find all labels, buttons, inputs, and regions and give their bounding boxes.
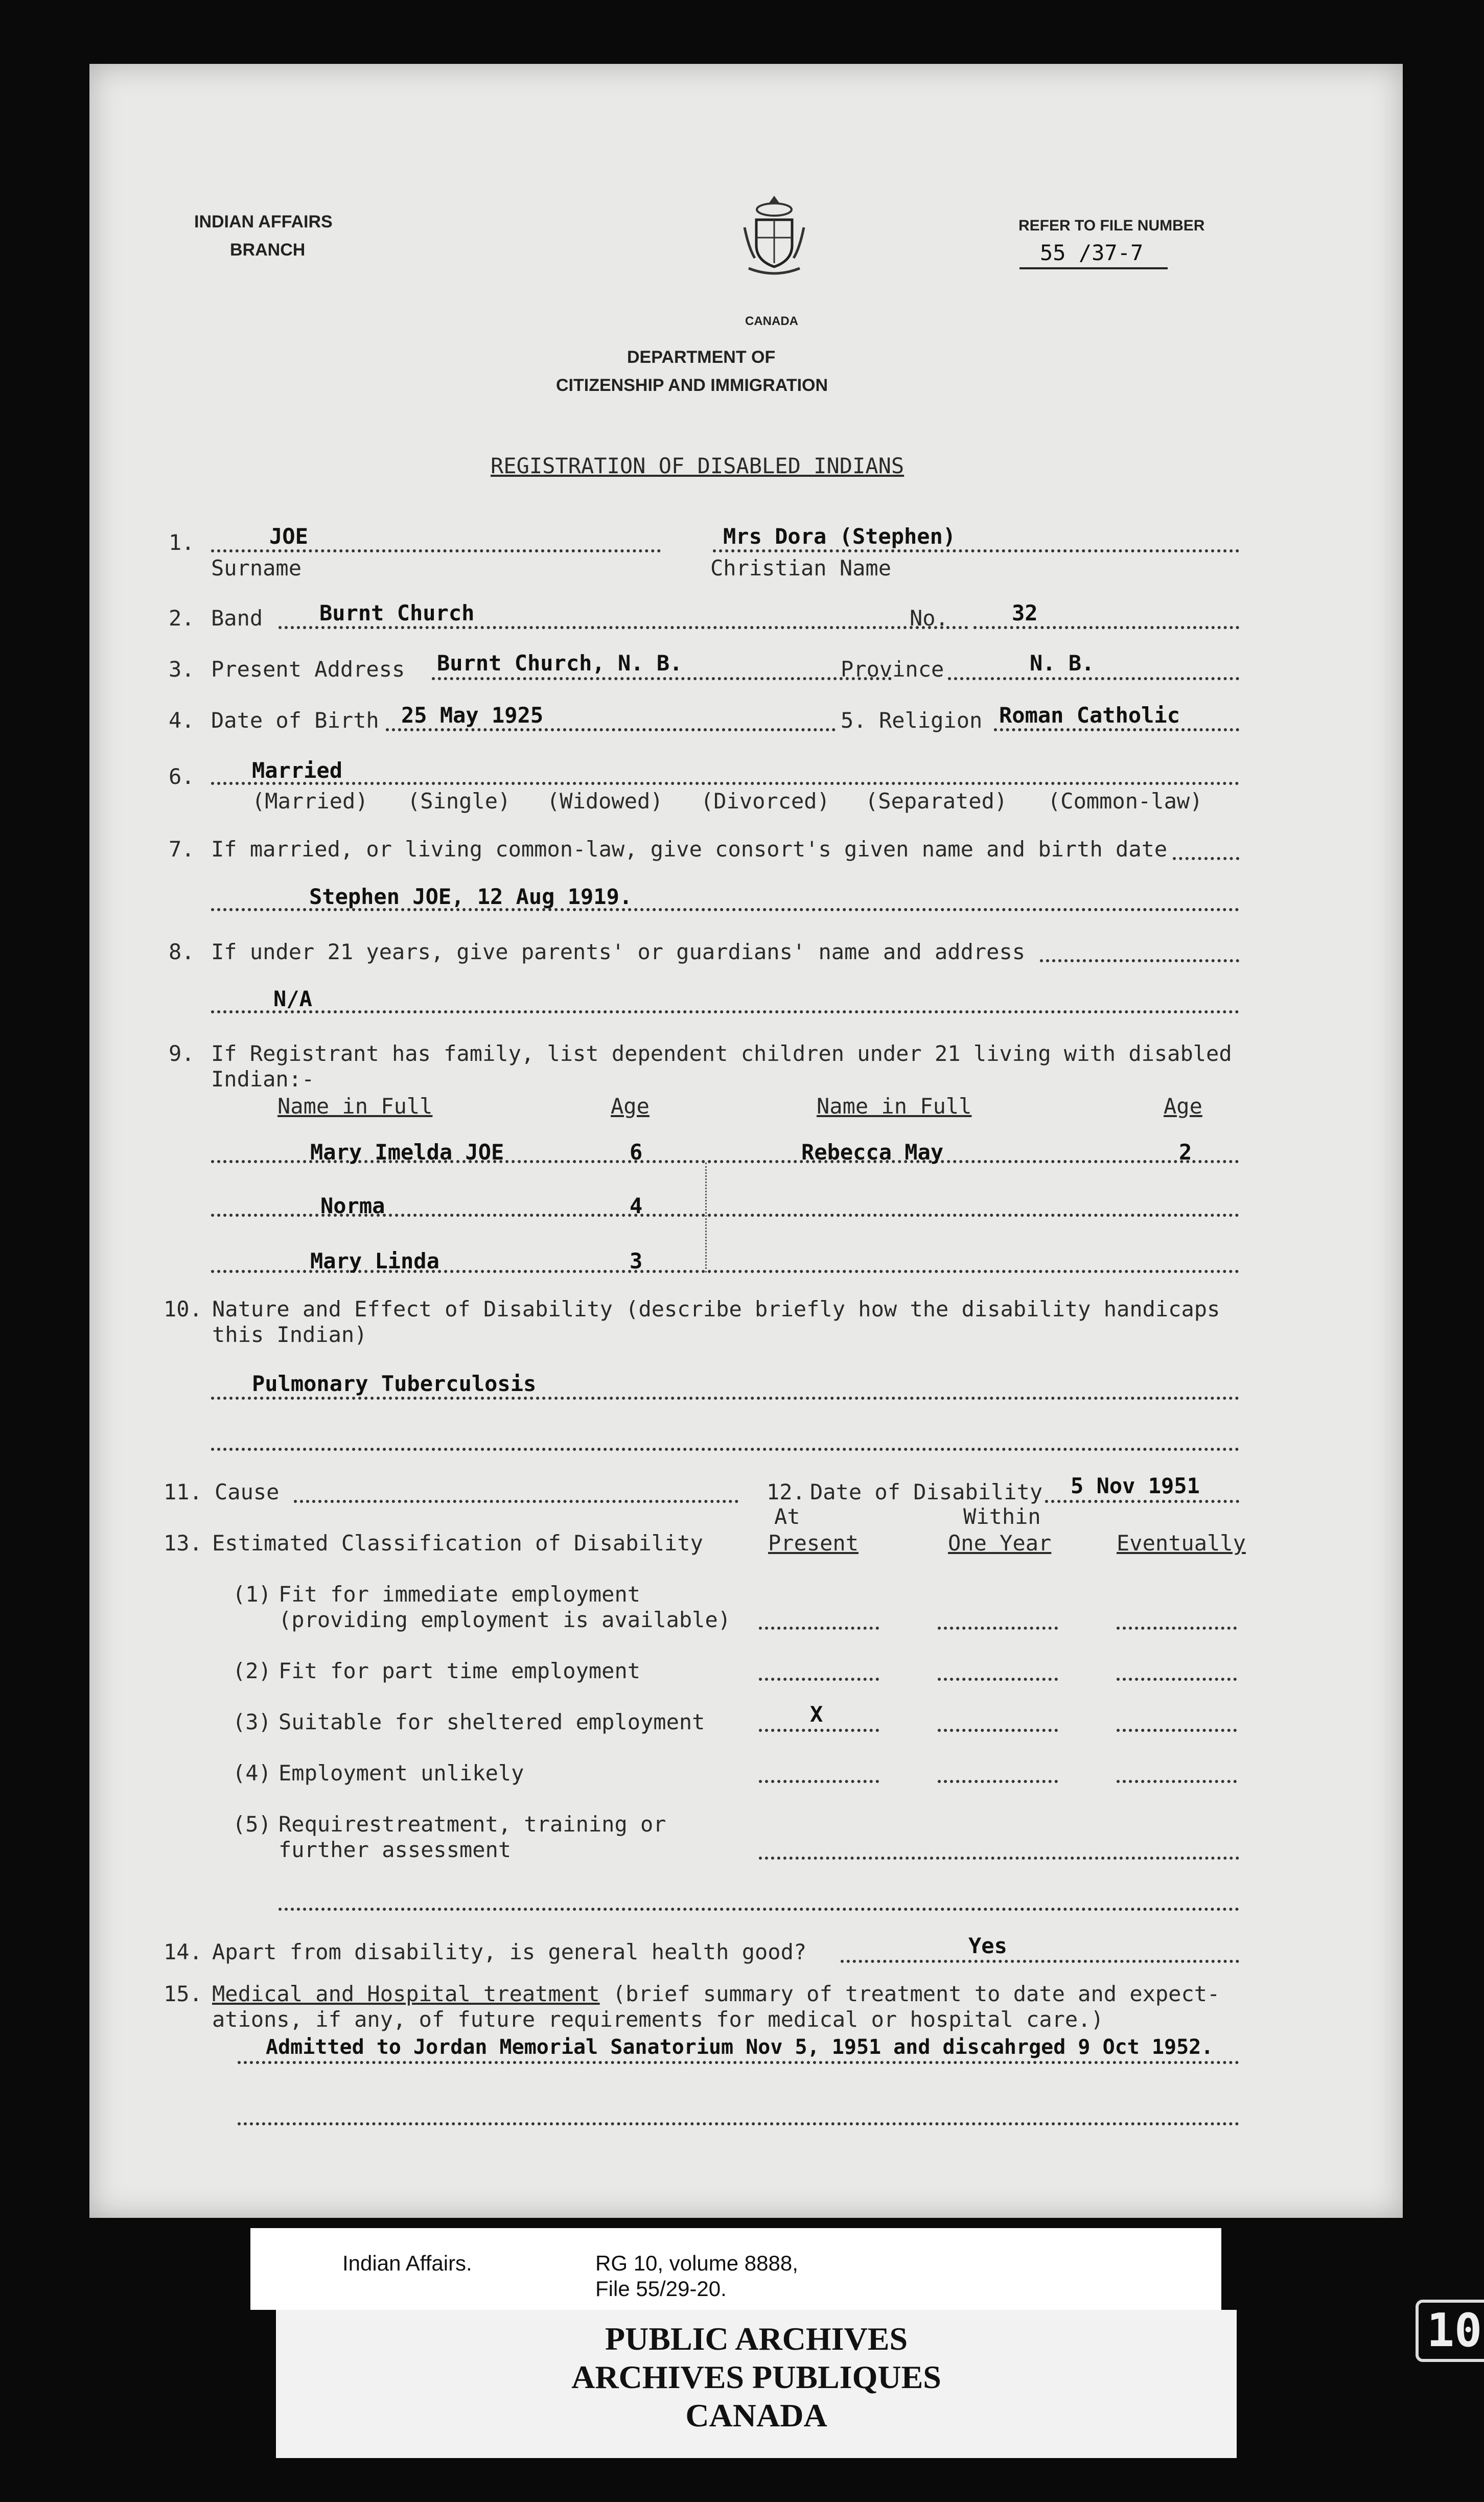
dotted-line — [938, 1627, 1058, 1630]
q7-label: If married, or living common-law, give consort's given name and birth date — [211, 837, 1168, 862]
surname-value: JOE — [269, 524, 308, 549]
col-one-year: One Year — [948, 1531, 1052, 1556]
refer-label: REFER TO FILE NUMBER — [1018, 217, 1205, 234]
reference-line2: File 55/29-20. — [595, 2277, 727, 2301]
q13-label: Estimated Classification of Disability — [212, 1531, 703, 1556]
dotted-line — [279, 626, 968, 629]
sheltered-present-mark: X — [810, 1702, 823, 1727]
column-divider — [705, 1163, 707, 1272]
branch-line1: INDIAN AFFAIRS — [194, 212, 333, 231]
col-eventually: Eventually — [1117, 1531, 1246, 1556]
file-number: 55 /37-7 — [1040, 240, 1144, 265]
dotted-line — [759, 1857, 1239, 1860]
source-label: Indian Affairs. — [342, 2251, 472, 2275]
col-present: Present — [768, 1531, 859, 1556]
child-name: Rebecca May — [801, 1140, 944, 1165]
date-of-disability-label: Date of Disability — [810, 1479, 1043, 1504]
band-no-value: 32 — [1012, 600, 1038, 626]
dotted-line — [211, 549, 661, 552]
item-number: (2) — [233, 1658, 271, 1683]
dotted-line — [238, 2122, 1239, 2125]
guardian-value: N/A — [273, 986, 312, 1011]
archives-line2: ARCHIVES PUBLIQUES — [571, 2359, 941, 2395]
q4-number: 4. — [169, 708, 195, 733]
dotted-line — [1045, 1500, 1239, 1503]
dotted-line — [713, 549, 1239, 552]
dotted-line — [1040, 959, 1239, 962]
q10-label-line1: Nature and Effect of Disability (describe briefly how the disability handicaps — [212, 1296, 1220, 1322]
item-label-line2: (providing employment is available) — [279, 1607, 731, 1632]
q14-label: Apart from disability, is general health good? — [212, 1939, 807, 1964]
religion-label: Religion — [879, 708, 983, 733]
archives-line3: CANADA — [685, 2397, 827, 2434]
christian-name-label: Christian Name — [710, 555, 892, 581]
q12-number: 12. — [767, 1479, 805, 1504]
item-label: Requirestreatment, training or — [279, 1812, 666, 1837]
dotted-line — [759, 1780, 879, 1783]
dept-line1: DEPARTMENT OF — [627, 348, 776, 367]
archives-line1: PUBLIC ARCHIVES — [605, 2321, 908, 2357]
province-label: Province — [841, 657, 944, 682]
dotted-line — [211, 1010, 1239, 1013]
dotted-line — [211, 782, 1239, 785]
cause-label: Cause — [215, 1479, 280, 1504]
dotted-line — [294, 1500, 738, 1503]
q15-label-rest: (brief summary of treatment to date and expect- — [599, 1981, 1220, 2006]
child-name: Mary Linda — [310, 1248, 439, 1273]
q9-label-line1: If Registrant has family, list dependent children under 21 living with disabled — [211, 1041, 1232, 1066]
q3-number: 3. — [169, 657, 195, 682]
item-number: (3) — [233, 1709, 271, 1734]
q9-number: 9. — [169, 1041, 195, 1066]
q1-number: 1. — [169, 530, 195, 555]
opt-divorced: (Divorced) — [701, 789, 830, 814]
dotted-line — [211, 1397, 1239, 1400]
dotted-line — [948, 677, 1239, 680]
branch-line2: BRANCH — [230, 240, 306, 260]
opt-common-law: (Common-law) — [1048, 789, 1203, 814]
consort-value: Stephen JOE, 12 Aug 1919. — [309, 884, 633, 909]
archive-reference-label — [250, 2228, 1221, 2310]
form-title: REGISTRATION OF DISABLED INDIANS — [491, 453, 905, 478]
item-number: (1) — [233, 1582, 271, 1607]
dotted-line — [211, 1448, 1239, 1451]
address-label: Present Address — [211, 657, 405, 682]
col-present-line1: At — [774, 1504, 800, 1529]
q5-number: 5. — [841, 708, 867, 733]
child-name: Mary Imelda JOE — [310, 1140, 504, 1165]
province-value: N. B. — [1030, 651, 1095, 676]
dotted-line — [938, 1678, 1058, 1681]
q15-label — [212, 1981, 1220, 2006]
q14-number: 14. — [164, 1939, 202, 1964]
item-label-line2: further assessment — [279, 1837, 512, 1862]
dotted-line — [1173, 857, 1239, 860]
dotted-line — [759, 1627, 879, 1630]
q15-label-line2: ations, if any, of future requirements for medical or hospital care.) — [212, 2007, 1104, 2032]
treatment-value: Admitted to Jordan Memorial Sanatorium Nov 5, 1951 and discahrged 9 Oct 1952. — [266, 2035, 1214, 2059]
q15-label-underlined: Medical and Hospital treatment — [212, 1981, 600, 2006]
col-age-right: Age — [1164, 1094, 1202, 1119]
item-label: Fit for immediate employment — [279, 1582, 641, 1607]
child-age: 6 — [630, 1140, 643, 1165]
christian-name-value: Mrs Dora (Stephen) — [723, 524, 956, 549]
dob-value: 25 May 1925 — [401, 703, 544, 728]
dotted-line — [994, 728, 1239, 731]
dotted-line — [1117, 1678, 1237, 1681]
date-of-disability-value: 5 Nov 1951 — [1071, 1473, 1200, 1498]
item-label: Fit for part time employment — [279, 1658, 641, 1683]
q9-label-line2: Indian:- — [211, 1067, 315, 1092]
dotted-line — [279, 1908, 1239, 1911]
form-page — [89, 64, 1403, 2218]
religion-value: Roman Catholic — [999, 703, 1180, 728]
child-age: 2 — [1179, 1140, 1192, 1165]
q10-label-line2: this Indian) — [212, 1322, 367, 1347]
dotted-line — [1117, 1627, 1237, 1630]
q8-number: 8. — [169, 939, 195, 964]
reference-line1: RG 10, volume 8888, — [595, 2251, 798, 2275]
item-number: (4) — [233, 1760, 271, 1786]
dotted-line — [238, 2061, 1239, 2064]
dotted-line — [432, 677, 892, 680]
q8-label: If under 21 years, give parents' or guardians' name and address — [211, 939, 1026, 964]
dotted-line — [938, 1729, 1058, 1732]
frame-number: 10 — [1416, 2300, 1484, 2362]
dotted-line — [1117, 1780, 1237, 1783]
child-age: 4 — [630, 1193, 643, 1218]
opt-separated: (Separated) — [865, 789, 1008, 814]
dotted-line — [759, 1729, 879, 1732]
col-name-left: Name in Full — [277, 1094, 433, 1119]
item-number: (5) — [233, 1812, 271, 1837]
dotted-line — [938, 1780, 1058, 1783]
col-age-left: Age — [611, 1094, 650, 1119]
surname-label: Surname — [211, 555, 302, 581]
dept-line2: CITIZENSHIP AND IMMIGRATION — [556, 376, 828, 395]
item-label: Employment unlikely — [279, 1760, 524, 1786]
col-name-right: Name in Full — [817, 1094, 972, 1119]
q2-number: 2. — [169, 606, 195, 631]
opt-single: (Single) — [407, 789, 511, 814]
col-year-line1: Within — [963, 1504, 1041, 1529]
disability-value: Pulmonary Tuberculosis — [252, 1371, 537, 1396]
general-health-value: Yes — [968, 1933, 1007, 1958]
dotted-line — [1117, 1729, 1237, 1732]
band-value: Burnt Church — [319, 600, 475, 626]
band-no-label: No. — [910, 606, 948, 631]
opt-married: (Married) — [252, 789, 368, 814]
opt-widowed: (Widowed) — [547, 789, 663, 814]
child-name: Norma — [320, 1193, 385, 1218]
coat-of-arms-icon — [738, 192, 810, 279]
q6-number: 6. — [169, 764, 195, 789]
file-number-line — [1019, 267, 1168, 269]
dotted-line — [841, 1960, 1239, 1963]
item-label: Suitable for sheltered employment — [279, 1709, 705, 1734]
q10-number: 10. — [164, 1296, 202, 1322]
dob-label: Date of Birth — [211, 708, 379, 733]
address-value: Burnt Church, N. B. — [437, 651, 683, 676]
marital-status-value: Married — [252, 758, 343, 783]
dotted-line — [759, 1678, 879, 1681]
dotted-line — [386, 728, 836, 731]
q7-number: 7. — [169, 837, 195, 862]
q13-number: 13. — [164, 1531, 202, 1556]
q11-number: 11. — [164, 1479, 202, 1504]
canada-label: CANADA — [745, 314, 798, 328]
child-age: 3 — [630, 1248, 643, 1273]
archives-stamp — [276, 2310, 1237, 2458]
band-label: Band — [211, 606, 263, 631]
dotted-line — [973, 626, 1239, 629]
q15-number: 15. — [164, 1981, 202, 2006]
